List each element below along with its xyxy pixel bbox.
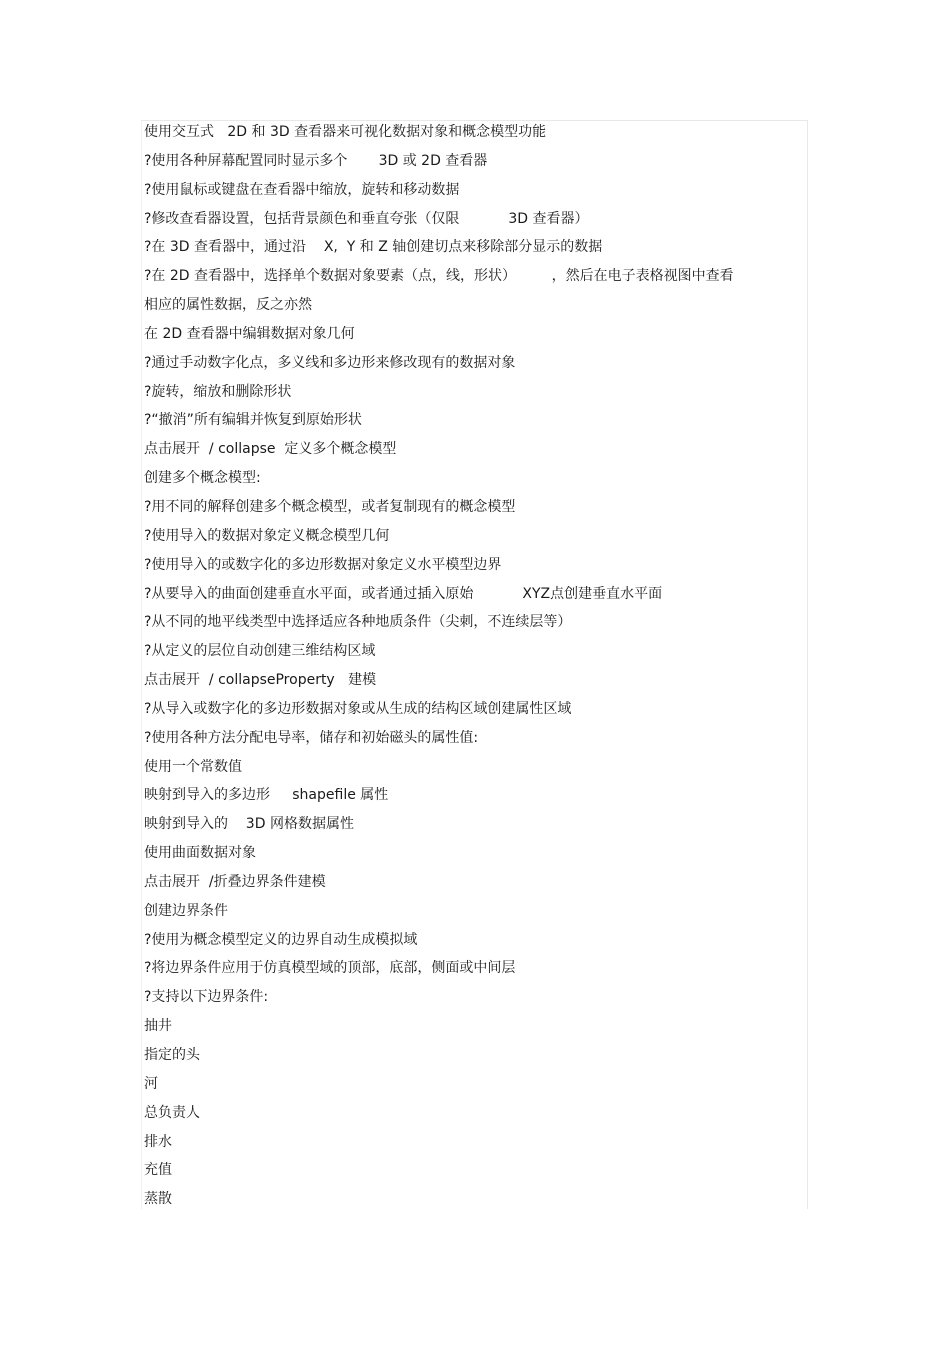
text-line: ?使用各种方法分配电导率，储存和初始磁头的属性值: [144, 729, 479, 746]
text-line: ?从要导入的曲面创建垂直水平面，或者通过插入原始 XYZ点创建垂直水平面 [144, 585, 663, 602]
text-line: ?在 2D 查看器中，选择单个数据对象要素（点，线，形状） ，然后在电子表格视图中查看 [144, 268, 734, 285]
text-line: ?将边界条件应用于仿真模型域的顶部，底部，侧面或中间层 [144, 960, 516, 977]
text-line: ?从不同的地平线类型中选择适应各种地质条件（尖刺，不连续层等） [144, 614, 572, 631]
text-line: 相应的属性数据，反之亦然 [144, 297, 312, 314]
text-line: ?通过手动数字化点，多义线和多边形来修改现有的数据对象 [144, 354, 516, 371]
text-line: 充值 [144, 1162, 172, 1179]
text-line: 使用曲面数据对象 [144, 845, 256, 862]
text-line: ?从定义的层位自动创建三维结构区域 [144, 643, 376, 660]
text-line: 抽井 [144, 1018, 172, 1035]
text-line: 点击展开 / collapseProperty 建模 [144, 672, 377, 689]
document-body [144, 118, 784, 1214]
text-line: 蒸散 [144, 1191, 172, 1208]
text-line: 创建多个概念模型: [144, 470, 261, 487]
text-line: 点击展开 / collapse 定义多个概念模型 [144, 441, 397, 458]
text-line: ?从导入或数字化的多边形数据对象或从生成的结构区域创建属性区域 [144, 700, 572, 717]
text-line: 创建边界条件 [144, 902, 228, 919]
text-line: 映射到导入的多边形 shapefile 属性 [144, 787, 389, 804]
text-line: ?使用各种屏幕配置同时显示多个 3D 或 2D 查看器 [144, 152, 488, 169]
text-line: 指定的头 [144, 1047, 200, 1063]
text-line: ?使用导入的数据对象定义概念模型几何 [144, 527, 390, 544]
text-line: 映射到导入的 3D 网格数据属性 [144, 816, 354, 833]
text-line: 使用交互式 2D 和 3D 查看器来可视化数据对象和概念模型功能 [144, 124, 547, 140]
text-line: 在 2D 查看器中编辑数据对象几何 [144, 325, 355, 342]
text-line: ?使用鼠标或键盘在查看器中缩放，旋转和移动数据 [144, 181, 460, 198]
text-line: ?使用导入的或数字化的多边形数据对象定义水平模型边界 [144, 556, 502, 573]
text-line: ?支持以下边界条件: [144, 989, 269, 1006]
text-line: ?使用为概念模型定义的边界自动生成模拟域 [144, 931, 418, 948]
text-line: 总负责人 [144, 1104, 200, 1121]
text-line: 排水 [144, 1133, 172, 1150]
text-line: ?“撤消”所有编辑并恢复到原始形状 [144, 412, 362, 429]
text-line: 点击展开 /折叠边界条件建模 [144, 873, 326, 890]
text-line: 河 [144, 1075, 158, 1092]
text-line: ?修改查看器设置，包括背景颜色和垂直夸张（仅限 3D 查看器） [144, 210, 589, 227]
text-line: 使用一个常数值 [144, 758, 242, 775]
text-line: ?旋转，缩放和删除形状 [144, 383, 292, 400]
text-line: ?在 3D 查看器中，通过沿 X, Y 和 Z 轴创建切点来移除部分显示的数据 [144, 239, 603, 256]
text-line: ?用不同的解释创建多个概念模型，或者复制现有的概念模型 [144, 498, 516, 515]
